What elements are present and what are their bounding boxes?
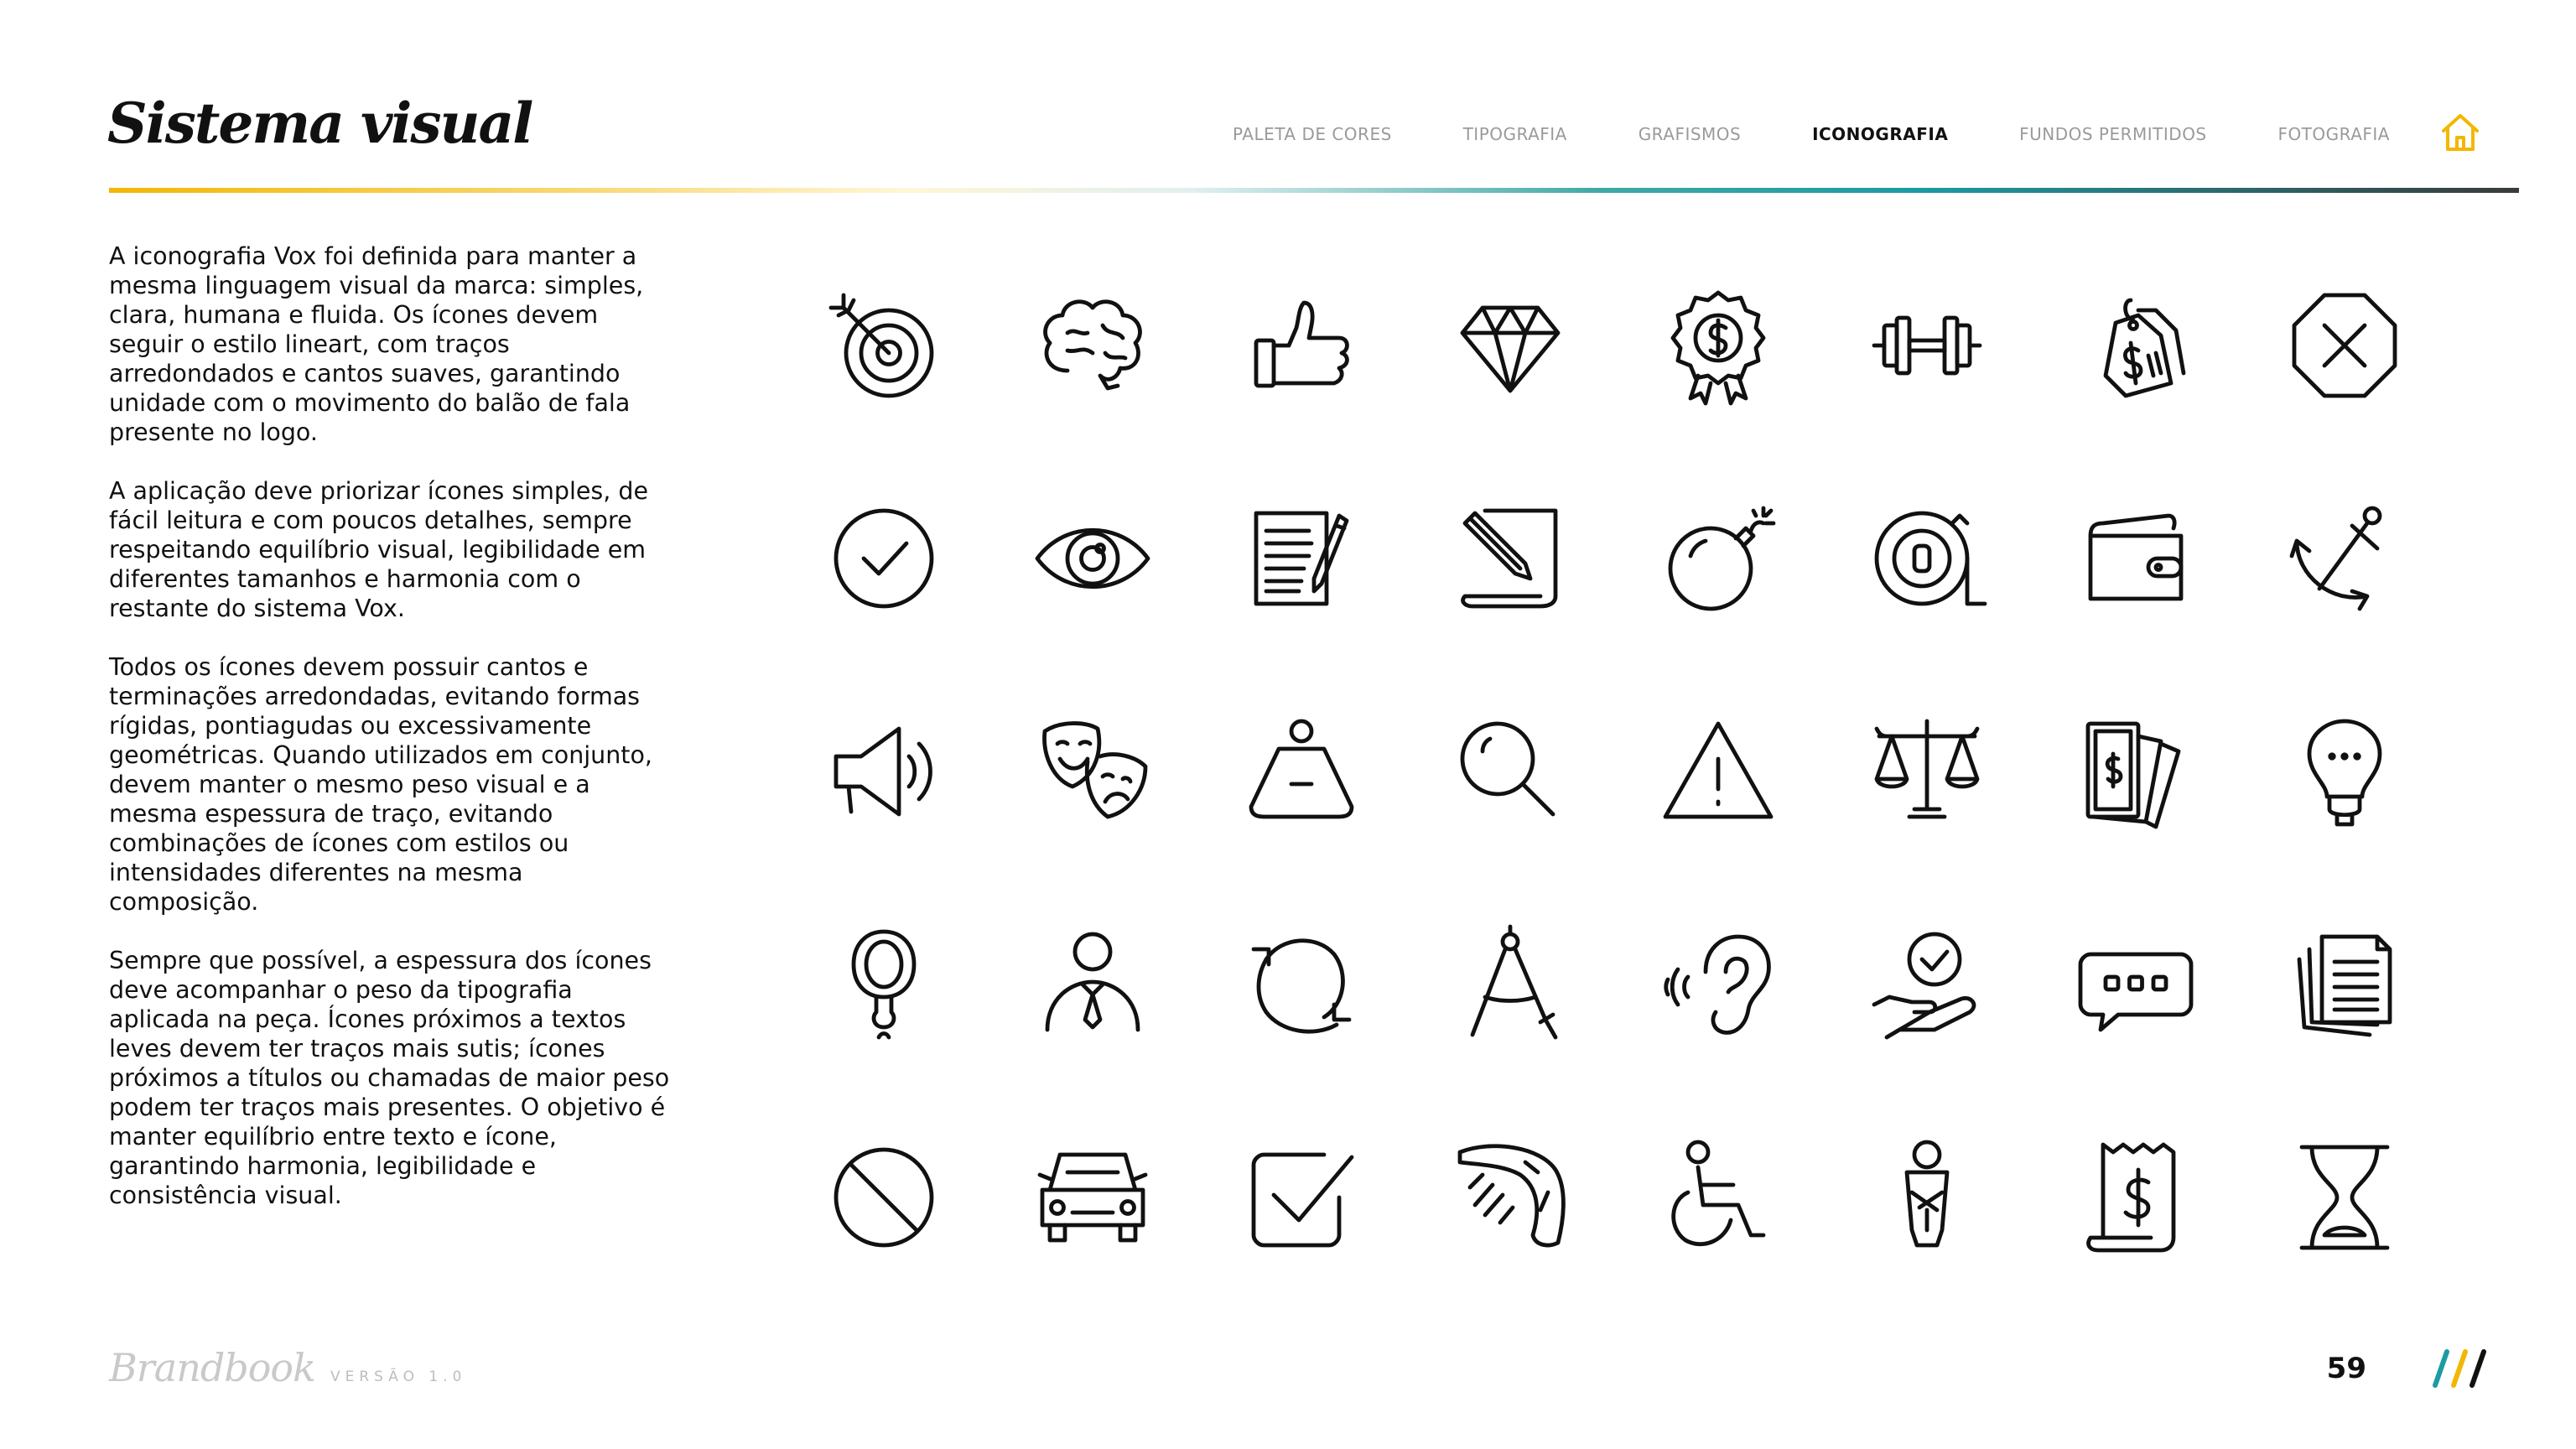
home-icon[interactable] [2437, 109, 2484, 156]
paragraph-3: Todos os ícones devem possuir cantos e terminações arredondadas, evitando formas rígidas, pontiagudas ou excessivamente geométricas. Quando utilizados em conjunto, devem manter o mesmo peso visual e a mesma espessura de traço, evitando combinações de ícones com estilos ou intensidades diferentes na mesma composição. [109, 653, 652, 916]
paragraph-2: A aplicação deve priorizar ícones simples, de fácil leitura e com poucos detalhes, sempre respeitando equilíbrio visual, legibilidade em diferentes tamanhos e harmonia com o restante do sistema Vox. [109, 477, 648, 622]
nav-grafismos[interactable]: GRAFISMOS [1638, 124, 1742, 144]
header-divider [109, 188, 2519, 193]
paragraph-4: Sempre que possível, a espessura dos ícones deve acompanhar o peso da tipografia aplicada na peça. Ícones próximos a textos leves devem ter traços mais sutis; ícones próximos a títulos ou chamadas de maior peso podem ter traços mais presentes. O objetivo é manter equilíbrio entre texto e ícone, garantindo harmonia, legibilidade e consistência visual. [109, 947, 670, 1209]
page-title: Sistema visual [107, 91, 532, 156]
stop-sign-icon [2282, 283, 2407, 408]
brand-version: VERSÃO 1.0 [330, 1368, 467, 1385]
theater-masks-icon [1030, 709, 1156, 834]
drawing-compass-icon [1447, 922, 1573, 1047]
page-number: 59 [2326, 1352, 2366, 1385]
hand-mirror-icon [821, 922, 947, 1047]
receipt-icon [2073, 1135, 2199, 1260]
nav-tipografia[interactable]: TIPOGRAFIA [1462, 124, 1567, 144]
scales-icon [1864, 709, 1990, 834]
brand-slashes-icon [2428, 1345, 2496, 1392]
nav-fotografia[interactable]: FOTOGRAFIA [2277, 124, 2390, 144]
eye-icon [1030, 496, 1156, 621]
person-icon [1864, 1135, 1990, 1260]
brain-icon [1030, 283, 1156, 408]
footer-brand [109, 1345, 466, 1390]
hourglass-icon [2282, 1135, 2407, 1260]
weight-icon [1239, 709, 1364, 834]
price-tag-icon [2073, 283, 2199, 408]
target-icon [821, 283, 947, 408]
body-text [109, 242, 679, 1239]
lightbulb-icon [2282, 709, 2407, 834]
boomerang-icon [1447, 1135, 1573, 1260]
icon-grid [780, 239, 2449, 1304]
megaphone-icon [821, 709, 947, 834]
tape-measure-icon [1864, 496, 1990, 621]
money-stack-icon [2073, 709, 2199, 834]
document-pen-icon [1239, 496, 1364, 621]
prohibited-icon [821, 1135, 947, 1260]
nav-paleta-de-cores[interactable]: PALETA DE CORES [1233, 124, 1392, 144]
car-icon [1030, 1135, 1156, 1260]
hand-check-icon [1864, 922, 1990, 1047]
anchor-icon [2282, 496, 2407, 621]
refresh-icon [1239, 922, 1364, 1047]
thumbs-up-icon [1239, 283, 1364, 408]
diamond-icon [1447, 283, 1573, 408]
magnifier-icon [1447, 709, 1573, 834]
scroll-pen-icon [1447, 496, 1573, 621]
section-nav [1233, 124, 2390, 144]
bomb-icon [1655, 496, 1781, 621]
papers-icon [2282, 922, 2407, 1047]
wheelchair-icon [1655, 1135, 1781, 1260]
businessman-icon [1030, 922, 1156, 1047]
checkbox-icon [1239, 1135, 1364, 1260]
warning-icon [1655, 709, 1781, 834]
dumbbell-icon [1864, 283, 1990, 408]
check-circle-icon [821, 496, 947, 621]
award-badge-icon [1655, 283, 1781, 408]
nav-fundos-permitidos[interactable]: FUNDOS PERMITIDOS [2019, 124, 2207, 144]
hearing-icon [1655, 922, 1781, 1047]
brand-wordmark: Brandbook [109, 1345, 315, 1390]
chat-bubble-icon [2073, 922, 2199, 1047]
nav-iconografia[interactable]: ICONOGRAFIA [1812, 124, 1949, 144]
wallet-icon [2073, 496, 2199, 621]
paragraph-1: A iconografia Vox foi definida para manter a mesma linguagem visual da marca: simples, clara, humana e fluida. Os ícones devem seguir o estilo lineart, com traços arredondados e cantos suaves, garantindo unidade com o movimento do balão de fala presente no logo. [109, 242, 644, 446]
